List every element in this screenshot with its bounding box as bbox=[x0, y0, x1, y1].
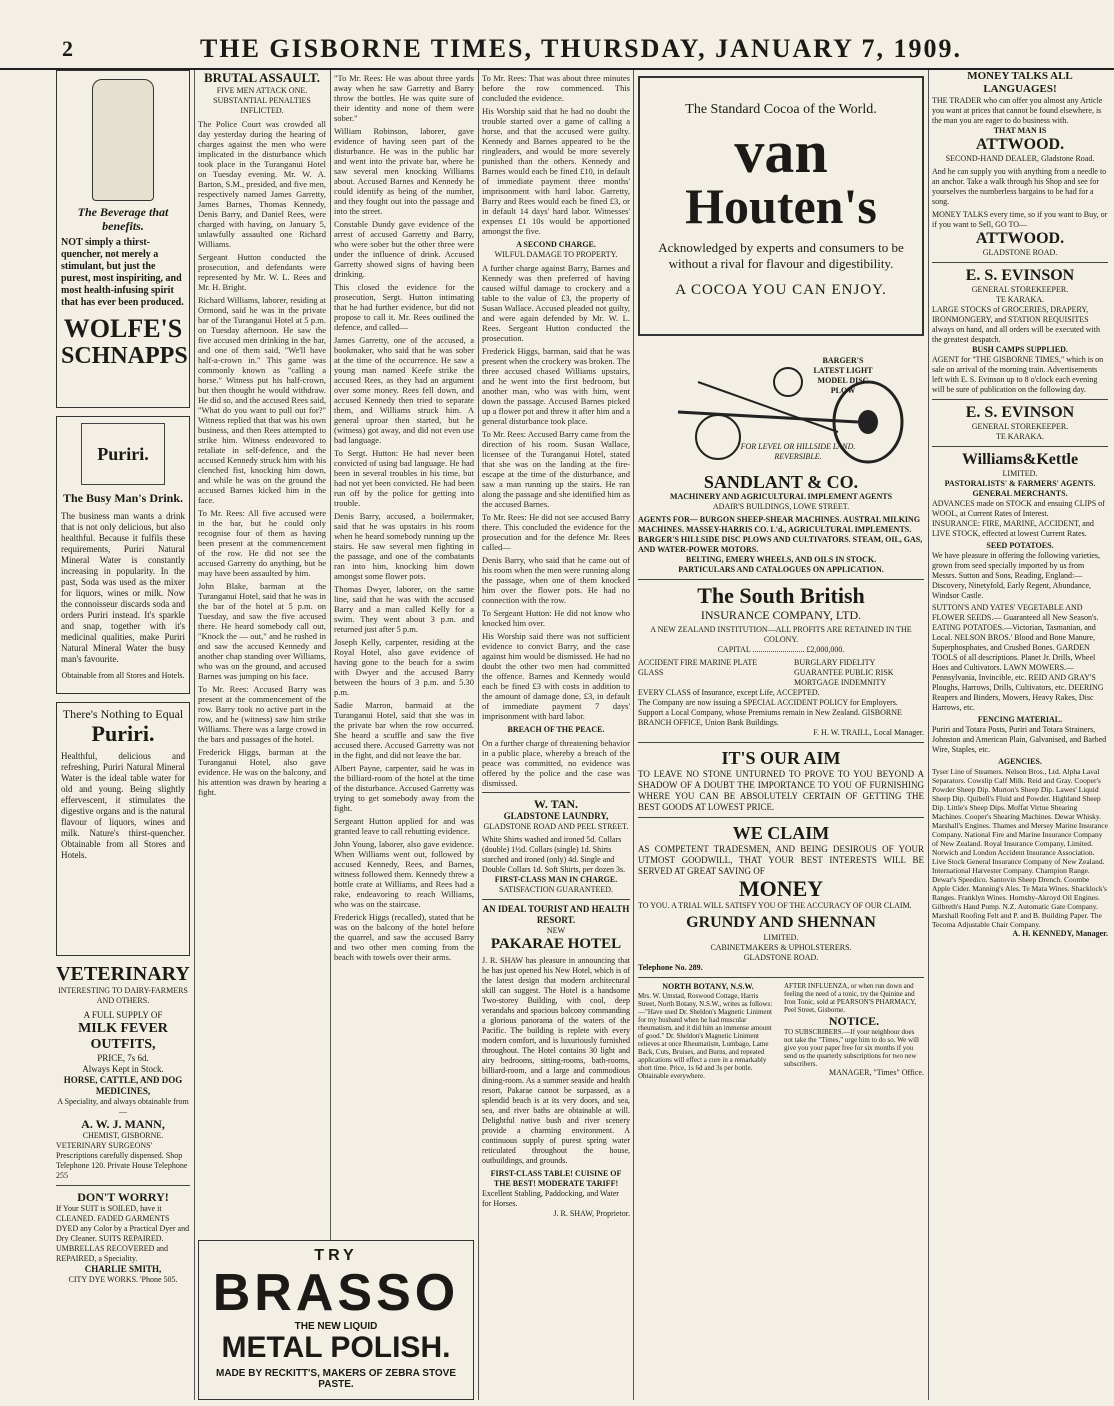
article-paragraph: Joseph Kelly, carpenter, residing at the Royal Hotel, also gave evidence of having gone to the beach for a swim with Dwyer and the accused Barry between the hours of 3 p.m. and 5.30 p.m. bbox=[334, 637, 474, 697]
claim-trade: CABINETMAKERS & UPHOLSTERERS. bbox=[710, 943, 852, 952]
we-claim-ad bbox=[638, 822, 924, 973]
insurance-sig: F. H. W. TRAILL, Local Manager. bbox=[813, 728, 924, 737]
page-number: 2 bbox=[62, 36, 73, 61]
north-botany-ad bbox=[638, 982, 778, 1080]
puriri-brand: Puriri. bbox=[97, 443, 149, 464]
plough-illustration bbox=[638, 342, 924, 472]
claim-ltd: LIMITED. bbox=[763, 933, 799, 942]
wk-insurance: INSURANCE: FIRE, MARINE, ACCIDENT, and LIVE STOCK, effected at lowest Current Rates. bbox=[932, 519, 1094, 538]
puriri2-body: Healthful, delicious and refreshing, Puriri Natural Mineral Water is the ideal table water for old and young. Being slightly effervescent, it stimulates the digestive organs and is the natural flavour of liquors, wines and milk. Nature's thirst-quencher. Obtainable from all Stores and Hotels. bbox=[61, 751, 185, 860]
pakarae-hotel-ad bbox=[482, 904, 630, 1219]
vanhouten-bottom: A COCOA YOU CAN ENJOY. bbox=[675, 282, 887, 298]
vet-heading: VETERINARY bbox=[56, 963, 190, 985]
article-paragraph: His Worship said that he had no doubt the trouble started over a game of calling a horse, and that the accused were guilty. Kennedy and Barnes appeared to be the ringleaders, and would be more severely punished than the others. Kennedy and Barnes would each be fined £10, in default of immediate payment three months' imprisonment with hard labor. Garretty, Barry and Rees would each be fined £3, or in default 14 days' hard labor. Witnesses' expenses £1 10s would be apportioned amongst the five. bbox=[482, 106, 630, 236]
column-rule bbox=[928, 70, 929, 1400]
puriri-logo bbox=[81, 423, 165, 485]
laundry-name: W. TAN. bbox=[533, 797, 579, 811]
article-title: BRUTAL ASSAULT. bbox=[203, 70, 321, 85]
plough-label: BARGER'S LATEST LIGHT MODEL DISC PLOW bbox=[813, 356, 873, 395]
brasso-ad bbox=[198, 1240, 474, 1400]
insurance-line-1: A NEW ZEALAND INSTITUTION—ALL PROFITS ARE RETAINED IN THE COLONY. bbox=[650, 625, 912, 644]
wolfe-body: NOT simply a thirst-quencher, not merely a stimulant, but just the purest, most inspiriting, and most health-infusing spirit that has ever been produced. bbox=[61, 237, 184, 308]
worry-body: If Your SUIT is SOILED, have it CLEANED. FADED GARMENTS DYED any Color by a Practical Dyer and Dry Cleaner. SUITS REPAIRED. UMBRELLAS RECOVERED and REPAIRED, a Speciality. bbox=[56, 1204, 190, 1263]
wk-seed-body: We have pleasure in offering the following varieties, grown from seed specially imported by us from Messrs. Sutton and Sons, Reading, England:— Discovery, Ninetyfold, Early Regent, Abundance, Windsor Castle. bbox=[932, 551, 1101, 600]
divider bbox=[638, 817, 924, 818]
column-display-ads bbox=[638, 70, 924, 1400]
money-name: ATTWOOD. bbox=[975, 136, 1065, 153]
williams-kettle-ad bbox=[932, 451, 1108, 939]
article-sub-2: SUBSTANTIAL PENALTIES INFLICTED. bbox=[213, 96, 311, 115]
hotel-stabling: Excellent Stabling, Paddocking, and Water for Horses. bbox=[482, 1189, 619, 1208]
sandlant-catalogues: PARTICULARS AND CATALOGUES ON APPLICATION. bbox=[678, 565, 884, 574]
article-paragraph: Sergeant Hutton applied for and was granted leave to call rebutting evidence. bbox=[334, 816, 474, 836]
insurance-capital: CAPITAL .......................... £2,000,000. bbox=[717, 645, 845, 654]
article-paragraph: James Garretty, one of the accused, a bookmaker, who said that he was sober at the time of the occurrence. He saw a young man named Keefe strike the accused Rees, as they had an argument over some money. Rees fell down, and accused Kennedy then tried to separate them, and Williams struck him. A general uproar then started, but he (witness) got away, and did not even use bad language. bbox=[334, 335, 474, 445]
divider bbox=[56, 1185, 190, 1186]
wk-role: PASTORALISTS' & FARMERS' AGENTS. bbox=[944, 479, 1096, 488]
money-addr: GLADSTONE ROAD. bbox=[982, 248, 1058, 257]
bottle-illustration-icon bbox=[92, 79, 154, 201]
botany-body: Mrs. W. Umstad, Roswood Cottage, Harris Street, North Botany, N.S.W., writes as follows:—"Have used Dr. Sheldon's Magnetic Liniment for my husband when he had muscular rheumatism, and it did him an immense amount of good." Dr. Sheldon's Magnetic Liniment relieves at once Rheumatism, Lumbago, Lame Back, Cuts, Bruises, and Burns, and repeated applications will effect a cure in a remarkably short time. Price, 1s 6d and 3s per bottle. Obtainable everywhere. bbox=[638, 992, 773, 1080]
laundry-charge: FIRST-CLASS MAN IN CHARGE. bbox=[494, 875, 618, 884]
money-body: THE TRADER who can offer you almost any Article you want at prices that cannot be found elsewhere, is the man you are eager to do business with. bbox=[932, 96, 1103, 125]
hotel-new: NEW bbox=[546, 926, 566, 935]
column-rule bbox=[478, 70, 479, 1400]
bottom-small-ads bbox=[638, 982, 924, 1080]
puriri-busy-man-ad bbox=[56, 416, 190, 694]
column-right-classifieds bbox=[932, 70, 1108, 1400]
wk-body: ADVANCES made on STOCK and ensuing CLIPS of WOOL, at Current Rates of Interest. bbox=[932, 499, 1105, 518]
vet-name: A. W. J. MANN, bbox=[81, 1117, 165, 1131]
money-heading: MONEY TALKS ALL LANGUAGES! bbox=[967, 70, 1073, 95]
insurance-classes bbox=[638, 658, 924, 688]
wolfe-brand-2: SCHNAPPS bbox=[61, 343, 188, 369]
evinson2-role: GENERAL STOREKEEPER. bbox=[971, 422, 1069, 431]
notice-sig: MANAGER, "Times" Office. bbox=[829, 1068, 924, 1077]
insurance-name: The South British bbox=[697, 583, 865, 608]
article-paragraph: John Young, laborer, also gave evidence. When Williams went out, followed by accused Kennedy, Rees, and Barnes, witness followed them. Kennedy threw a bottle crate at Williams, and Rees had a rake, endeavoring to reach Williams, who was on the staircase. bbox=[334, 839, 474, 909]
article-paragraph: To Sergt. Hutton: He had never been convicted of using bad language. He had been in several troubles in his time, but had not yet been convicted. He had been run off by the police for getting into trouble. bbox=[334, 448, 474, 508]
divider bbox=[638, 579, 924, 580]
vet-role: CHEMIST, GISBORNE. bbox=[82, 1131, 164, 1140]
veterinary-ad bbox=[56, 962, 190, 1181]
article-paragraph: John Blake, barman at the Turanganui Hotel, said that he was in the bar of the hotel at 5 p.m. on Tuesday, and saw the five accused there. He heard somebody call out, "Knock the — out," and he rushed in and saw the accused Kennedy and another chap standing over Williams, who was on the ground, and accused Barnes was jumping on his face. bbox=[198, 581, 326, 681]
article-paragraph: To Mr. Rees: All five accused were in the bar, but he could only recognise four of them as having been present at the commencement of the row. He did not see the accused Garretty do anything, but he may have been assaulted by him. bbox=[198, 508, 326, 578]
puriri-tagline: The Busy Man's Drink. bbox=[62, 491, 184, 505]
masthead bbox=[0, 32, 1114, 70]
evinson2-name: E. S. EVINSON bbox=[965, 404, 1075, 421]
article-paragraph: To Mr. Rees: Accused Barry came from the direction of his room. Susan Wallace, licensee of the Turanganui Hotel, stated that she was on the landing at the fire-escape at the time of the disturbance, and saw a man running up the stairs. He ran along the passage and she identified him as the accused Barnes. bbox=[482, 429, 630, 509]
sandlant-addr: ADAIR'S BUILDINGS, LOWE STREET. bbox=[712, 502, 850, 511]
wk-list: SUTTON'S AND YATES' VEGETABLE AND FLOWER SEEDS.— Guaranteed all New Season's. EATING POTATOES.—Victorian, Tasmanian, and Local. NELSON BROS.' Blood and Bone Manure, Superphosphates, and Crushed Bones. GARDEN TOOLS of all descriptions. Planet Jr. Drills, Wheel Hoes and Cultivators. LAWN MOWERS.—Pennsylvania, Invincible, etc. REID AND GRAY'S Ploughs, Harrows, Drills, Cultivators, etc. DEERING Reapers and Binders, Mowers, Heavy Rakes, Disc Harrows, etc. bbox=[932, 603, 1104, 712]
article-paragraph: The Police Court was crowded all day yesterday during the hearing of charges against the men who were implicated in the disturbance which took place in the Turanganui Hotel on Tuesday evening. Mr. W. A. Barton, S.M., presided, and five men, respectively named James Garretty, James Barnes, Thomas Kennedy, Denis Barry, and Daniel Rees, were charged with having, on January 5, unlawfully assaulted one Richard Williams. bbox=[198, 119, 326, 249]
hotel-line-1: AN IDEAL TOURIST AND HEALTH RESORT. bbox=[482, 904, 630, 925]
wk-fence-body: Puriri and Totara Posts, Puriri and Totara Strainers, Johnston and American Plain, Galvanised, and Barbed Wire, Staples, etc. bbox=[932, 725, 1107, 754]
vet-line-3: PRICE, 7s 6d. bbox=[97, 1053, 149, 1063]
claim-addr: GLADSTONE ROAD. bbox=[743, 953, 819, 962]
money-that: THAT MAN IS bbox=[993, 126, 1047, 135]
insurance-classes-left: ACCIDENT FIRE MARINE PLATE GLASS bbox=[638, 658, 758, 677]
insurance-classes-right: BURGLARY FIDELITY GUARANTEE PUBLIC RISK MORTGAGE INDEMNITY bbox=[794, 658, 894, 687]
money-body-2: And he can supply you with anything from a needle to an anchor. Take a walk through his Shop and see for yourselves the numberless bargains to be had for a song. bbox=[932, 167, 1107, 206]
vet-line-2: MILK FEVER OUTFITS, bbox=[78, 1021, 168, 1052]
evinson-ad-1 bbox=[932, 267, 1108, 395]
section-heading: BREACH OF THE PEACE. bbox=[507, 725, 605, 734]
money-body-3: MONEY TALKS every time, so if you want to Buy, or if you want to Sell, GO TO— bbox=[932, 210, 1108, 229]
evinson-name: E. S. EVINSON bbox=[965, 267, 1075, 284]
worry-addr: CITY DYE WORKS. 'Phone 505. bbox=[68, 1275, 178, 1284]
divider bbox=[638, 977, 924, 978]
evinson-body: LARGE STOCKS of GROCERIES, DRAPERY, IRONMONGERY, and STATION REQUISITES always on hand, and all orders will be executed with the greatest despatch. bbox=[932, 305, 1100, 344]
puriri-footer: Obtainable from all Stores and Hotels. bbox=[61, 671, 185, 680]
wk-agencies: AGENCIES. bbox=[998, 757, 1042, 766]
brasso-footer: MADE BY RECKITT'S, MAKERS OF ZEBRA STOVE PASTE. bbox=[216, 1368, 456, 1390]
article-paragraph: Albert Payne, carpenter, said he was in the billiard-room of the hotel at the time of the disturbance. Accused Garretty was trying to get somebody away from the fight. bbox=[334, 763, 474, 813]
article-paragraph: His Worship said there was not sufficient evidence to convict Barry, and the case against him would be dismissed. He had no doubt the other two men had committed the offence. Barnes and Kennedy would each be fined £3 with costs in addition to the amount of damage done, £3, in default of immediate payment 7 days' imprisonment with hard labor. bbox=[482, 631, 630, 721]
insurance-sub: INSURANCE COMPANY, LTD. bbox=[700, 608, 862, 622]
section-heading: A SECOND CHARGE. bbox=[516, 240, 596, 249]
laundry-ad bbox=[482, 797, 630, 895]
vet-sub: INTERESTING TO DAIRY-FARMERS AND OTHERS. bbox=[58, 986, 188, 1005]
divider bbox=[932, 399, 1108, 400]
masthead-title: THE GISBORNE TIMES, THURSDAY, JANUARY 7, 1909. bbox=[200, 34, 962, 63]
south-british-ad bbox=[638, 584, 924, 738]
laundry-sub: GLADSTONE LAUNDRY, bbox=[503, 811, 609, 821]
column-left-ads bbox=[56, 70, 190, 1285]
wk-seed: SEED POTATOES. bbox=[986, 541, 1054, 550]
sandlant-agents: AGENTS FOR— BURGON SHEEP-SHEAR MACHINES. AUSTRAL MILKING MACHINES. MASSEY-HARRIS CO. L'd., AGRICULTURAL IMPLEMENTS. BARGER'S HILLSIDE DISC PLOWS AND CULTIVATORS. STEAM, OIL, GAS, AND WATER-POWER MOTORS. bbox=[638, 515, 923, 554]
vet-line-5: HORSE, CATTLE, AND DOG MEDICINES, bbox=[63, 1075, 183, 1096]
evinson-place: TE KARAKA. bbox=[996, 295, 1044, 304]
evinson-bush: BUSH CAMPS SUPPLIED. bbox=[972, 345, 1068, 354]
puriri-body: The business man wants a drink that is not only delicious, but also healthful. Because it fulfils these requirements, Puriri Natural Mineral Water is constantly increasing in popularity. In the past, Soda was used as the mixer for liquors, wines or milk. Now the connoisseur discards soda and orders Puriri instead. It's sparkle and snap, together with it's medicinal qualities, make Puriri Natural Mineral Water the busy man's favourite. bbox=[61, 511, 185, 664]
article-paragraph: To Mr. Rees: That was about three minutes before the row commenced. This concluded the evidence. bbox=[482, 73, 630, 103]
puriri-nothing-to-equal-ad bbox=[56, 702, 190, 956]
divider bbox=[932, 446, 1108, 447]
claim-money: MONEY bbox=[738, 876, 824, 901]
article-paragraph: On a further charge of threatening behavior in a public place, whereby a breach of the peace was committed, no evidence was offered by the police and the case was dismissed. bbox=[482, 738, 630, 788]
vet-line-4: Always Kept in Stock. bbox=[82, 1064, 164, 1074]
article-paragraph: To Mr. Rees: Accused Barry was present at the commencement of the row. Barry took no active part in the row, and he (witness) saw him strike Williams. There was a large crowd in the bars and passages of the hotel. bbox=[198, 684, 326, 744]
puriri2-heading: There's Nothing to Equal bbox=[62, 707, 184, 721]
evinson-ad-2 bbox=[932, 404, 1108, 442]
article-paragraph: Denis Barry, who said that he came out of his room when the men were running along the passage, when one of them knocked him over the flower pots. He had no connection with the row. bbox=[482, 555, 631, 605]
sandlant-sub: MACHINERY AND AGRICULTURAL IMPLEMENT AGENTS bbox=[669, 492, 893, 501]
right-small-ads bbox=[784, 982, 924, 1080]
article-column-2 bbox=[334, 70, 474, 962]
brasso-sub: THE NEW LIQUID bbox=[294, 1321, 378, 1332]
claim-trial: TO YOU. A TRIAL WILL SATISFY YOU OF THE ACCURACY OF OUR CLAIM. bbox=[638, 901, 912, 910]
wolfe-tagline: The Beverage that benefits. bbox=[77, 205, 169, 233]
laundry-items: White Shirts washed and ironed 5d. Collars (double) 1½d. Collars (single) 1d. Shirts starched and ironed (only) 4d. Single and Double Collars 1d. Soft Shirts, per dozen 3s. bbox=[482, 835, 626, 874]
laundry-sat: SATISFACTION GUARANTEED. bbox=[498, 885, 614, 894]
claim-heading: WE CLAIM bbox=[732, 823, 830, 843]
divider bbox=[482, 899, 630, 900]
article-paragraph: To Mr. Rees: He did not see accused Barry there. This concluded the evidence for the prosecution and for the defence Mr. Rees called— bbox=[482, 512, 630, 552]
evinson-agent: AGENT for "THE GISBORNE TIMES," which is on sale on arrival of the morning train. Advertisements left with E. S. Evinson up to 8 o'clock each evening will be sure of publication on the following day. bbox=[932, 355, 1104, 394]
article-paragraph: Frederick Higgs (recalled), stated that he was on the balcony of the hotel before the quarrel, and saw the accused Barry and two other men coming from the beach with towels over their arms. bbox=[334, 912, 474, 962]
wk-role-2: GENERAL MERCHANTS. bbox=[972, 489, 1068, 498]
column-rule bbox=[330, 70, 331, 1400]
divider bbox=[482, 792, 630, 793]
hotel-name: PAKARAE HOTEL bbox=[490, 936, 622, 952]
influenza-body: AFTER INFLUENZA, or when run down and feeling the need of a tonic, try the Quinine and Iron Tonic, sold at PEARSON'S PHARMACY, Peel Street, Gisborne. bbox=[784, 982, 917, 1014]
column-rule bbox=[194, 70, 195, 1400]
article-paragraph: Denis Barry, accused, a boilermaker, said that he was upstairs in his room when he heard somebody running up the stairs. He saw several men fighting in the passage, and one of the combatants ran into him, knocking him down amongst some flower pots. bbox=[334, 511, 474, 581]
dont-worry-ad bbox=[56, 1190, 190, 1285]
hotel-table: FIRST-CLASS TABLE! CUISINE OF THE BEST! MODERATE TARIFF! bbox=[490, 1169, 622, 1188]
sandlant-belting: BELTING, EMERY WHEELS, AND OILS IN STOCK. bbox=[685, 555, 877, 564]
money-role: SECOND-HAND DEALER, Gladstone Road. bbox=[945, 154, 1095, 163]
vanhouten-brand: van bbox=[734, 119, 828, 185]
vanhouten-top: The Standard Cocoa of the World. bbox=[685, 102, 877, 117]
article-paragraph: Frederick Higgs, barman, said that he was present when the crockery was broken. The three accused chased Williams upstairs, and he went into the first bedroom, but another man, who was with him, went down the passage. Accused Barnes picked up a flower pot and threw it after him and a general disturbance took place. bbox=[482, 346, 630, 426]
worry-heading: DON'T WORRY! bbox=[77, 1190, 169, 1204]
claim-firm: GRUNDY AND SHENNAN bbox=[686, 914, 876, 931]
vet-line-6: A Speciality, and always obtainable from— bbox=[57, 1097, 189, 1116]
insurance-line-3: The Company are now issuing a SPECIAL ACCIDENT POLICY for Employers. Support a Local Company, whose Premiums remain in New Zealand. GISBORNE BRANCH OFFICE, Union Bank Buildings. bbox=[638, 698, 902, 727]
brasso-brand: BRASSO bbox=[212, 1264, 460, 1322]
wk-agency-list: Tyser Line of Steamers. Nelson Bros., Ltd. Alpha Laval Separators. Cowslip Calf Milk. Reid and Gray. Cooper's Powder Sheep Dip. Murton's Sheep Dip. Lawes' Liquid Sheep Dip. Quibell's Fluid and Powder. Highland Sheep Dip. Little's Sheep Dips. Moffat Virtue Shearing Machines. Cooper's Shearing Machines. Dewar Whisky. Marshall's Engines. Thames and Mersey Marine Insurance Company. National Fire and Marine Insurance Company of New Zealand. Royal Insurance Company, Limited. Norwich and London Accident Insurance Association. Live Stock General Insurance Company of New Zealand. International Harvester Company. Champion Range. Dewar's Speedico. Santovin Sheep Drench. Coombe Apple Cider. Manning's Ales. Te Mata Wines. Shacklock's Ranges. Franklyn Wines. Hornsby-Akroyd Oil Engines. Gilbreth's Hand Pump. N.Z. Automatic Gate Company. Marshall Roofing Felt and P. and B. Building Paper. The Tecoma Adjustable Chair Company. bbox=[932, 767, 1108, 929]
article-paragraph: This closed the evidence for the prosecution, Sergt. Hutton intimating that he had further evidence, but did not propose to call it. Mr. Rees outlined the defence, and called— bbox=[334, 282, 474, 332]
plough-label-2: FOR LEVEL OR HILLSIDE LAND. REVERSIBLE. bbox=[740, 442, 856, 461]
vet-line-1: A FULL SUPPLY OF bbox=[83, 1010, 163, 1020]
divider bbox=[932, 262, 1108, 263]
article-paragraph: A further charge against Barry, Barnes and Kennedy was then preferred of having caused wilful damage to crockery and a table to the value of £3, the property of Susan Wallace. Accused pleaded not guilty, and were again defended by Mr. W. L. Rees. Sergeant Hutton conducted the prosecution. bbox=[482, 263, 630, 343]
insurance-line-2: EVERY CLASS of Insurance, except Life, ACCEPTED. bbox=[638, 688, 820, 697]
article-paragraph: "To Mr. Rees: He was about three yards away when he saw Garretty and Barry throw the bottles. He was quite sure of their identity and none of them were sober." bbox=[334, 73, 474, 123]
van-houtens-ad bbox=[638, 76, 924, 336]
wk-fencing: FENCING MATERIAL. bbox=[977, 715, 1063, 724]
article-sub-1: FIVE MEN ATTACK ONE. bbox=[216, 86, 308, 95]
aim-heading: IT'S OUR AIM bbox=[721, 748, 841, 768]
its-our-aim-ad bbox=[638, 747, 924, 813]
laundry-addr: GLADSTONE ROAD AND PEEL STREET. bbox=[483, 822, 629, 831]
article-paragraph: Sadie Marron, barmaid at the Turanganui Hotel, said that she was in the private bar when the row occurred. She heard a scuffle and saw the five accused there. Accused Garretty was not in the fight, and did not leave the bar. bbox=[334, 700, 474, 760]
claim-body: AS COMPETENT TRADESMEN, AND BEING DESIROUS OF YOUR UTMOST GOODWILL, THAT YOUR BEST INTERESTS WILL BE SERVED AT GREAT SAVING OF bbox=[638, 844, 924, 876]
article-paragraph: Thomas Dwyer, laborer, on the same line, said that he was with the accused Barry and a man called Kelly for a swim. They went about 3 p.m. and returned just after 5 p.m. bbox=[334, 584, 474, 634]
hotel-body: J. R. SHAW has pleasure in announcing that he has just opened his New Hotel, which is of the latest design that modern architectural skill can suggest. The Hotel is a handsome Two-storey Building, with cool, deep verandahs and spacious balcony commanding a glorious panorama of the waters of the Pacific. The building is replete with every modern comfort, and is luxuriously furnished throughout. The Hotel contains 30 light and airy bedrooms, sitting-rooms, bath-rooms, billiard-room, and a large and commodious dining-room. As a summer seaside and health resort, Pakarae cannot be surpassed, as a splendid beach is at its very doors, and sea, sea, and river baths are obtainable at will. Delightful native bush and river scenery provide a charming environment. A continuous supply of purest spring water reticulated throughout the house, outbuildings, and grounds. bbox=[482, 956, 630, 1165]
puriri2-brand: Puriri. bbox=[91, 721, 155, 746]
worry-name: CHARLIE SMITH, bbox=[84, 1264, 162, 1274]
column-rule bbox=[633, 70, 634, 1400]
vanhouten-brand-2: Houten's bbox=[685, 178, 877, 234]
wk-name: Williams&Kettle bbox=[961, 451, 1079, 468]
brasso-pre: TRY bbox=[314, 1247, 358, 1264]
money-name-2: ATTWOOD. bbox=[975, 230, 1065, 247]
brasso-main: METAL POLISH. bbox=[221, 1331, 451, 1364]
botany-heading: NORTH BOTANY, N.S.W. bbox=[662, 982, 754, 991]
evinson2-place: TE KARAKA. bbox=[996, 432, 1044, 441]
section-subheading: WILFUL DAMAGE TO PROPERTY. bbox=[494, 250, 618, 259]
article-column-3 bbox=[482, 70, 630, 1400]
notice-body: TO SUBSCRIBERS.—If your neighbour does not take the "Times," urge him to do so. We will give you your paper free for six months if you send us the quarterly subscriptions for two new subscribers. bbox=[784, 1028, 919, 1068]
vanhouten-mid: Acknowledged by experts and consumers to be without a rival for flavour and digestibility. bbox=[658, 240, 904, 271]
divider bbox=[638, 742, 924, 743]
vet-note: VETERINARY SURGEONS' Prescriptions carefully dispensed. Shop Telephone 120. Private House Telephone 255 bbox=[56, 1141, 188, 1180]
wolfes-schnapps-ad bbox=[56, 70, 190, 408]
evinson-role: GENERAL STOREKEEPER. bbox=[971, 285, 1069, 294]
notice-heading: NOTICE. bbox=[828, 1014, 880, 1028]
article-column-1 bbox=[198, 70, 326, 1400]
sandlant-ad bbox=[638, 472, 924, 575]
money-talks-ad bbox=[932, 70, 1108, 258]
article-paragraph: Frederick Higgs, barman at the Turanganui Hotel, also gave evidence. He was on the balcony, and his attention was drawn by hearing a fight. bbox=[198, 747, 326, 797]
claim-tel: Telephone No. 289. bbox=[638, 963, 703, 972]
sandlant-name: SANDLANT & CO. bbox=[703, 472, 859, 492]
aim-body: TO LEAVE NO STONE UNTURNED TO PROVE TO YOU BEYOND A SHADOW OF A DOUBT THE IMPORTANCE TO YOU OF FURNISHING WHERE YOU CAN BE ABSOLUTELY CERTAIN OF GETTING THE BEST GOODS AT LOWEST PRICE. bbox=[638, 769, 924, 812]
wk-sig: A. H. KENNEDY, Manager. bbox=[1012, 929, 1108, 938]
article-paragraph: Richard Williams, laborer, residing at Ormond, said he was in the private bar of the Turanganui Hotel at 5 p.m. on Tuesday afternoon. He saw the five accused men drinking in the bar, and one of them said, "We'll have half-a-crown in." This game was commonly known as "calling a horse." Witness put his half-crown, but then thought he would withdraw. He did so, and the accused Rees said, "What do you want to pull out for?" Witness replied that that was his own business, and then Rees attempted to strike him. Witness endeavored to retaliate in self-defence, and the accused Kennedy struck him with his clenched fist, knocking him down, and while he was on the ground the accused Barnes kicked him in the face. bbox=[198, 295, 326, 505]
hotel-sig: J. R. SHAW, Proprietor. bbox=[553, 1209, 630, 1218]
wk-ltd: LIMITED. bbox=[1002, 469, 1038, 478]
wolfe-brand: WOLFE'S bbox=[63, 314, 183, 343]
article-paragraph: Sergeant Hutton conducted the prosecution, and defendants were represented by Mr. W. L. Rees and Mr. H. Bright. bbox=[198, 252, 326, 292]
article-paragraph: Constable Dundy gave evidence of the arrest of accused Garretty and Barry, who were sober but the other three were under the influence of drink. Accused Garretty showed signs of having been drinking. bbox=[334, 219, 474, 279]
article-paragraph: To Sergeant Hutton: He did not know who knocked him over. bbox=[482, 608, 630, 628]
article-paragraph: William Robinson, laborer, gave evidence of having seen part of the disturbance. He was in the public bar and went into the private bar, where he saw several men knocking Williams about. Accused Barnes and Kennedy he could identify as being of the number, and they fought out into the passage and into the street. bbox=[334, 126, 474, 216]
